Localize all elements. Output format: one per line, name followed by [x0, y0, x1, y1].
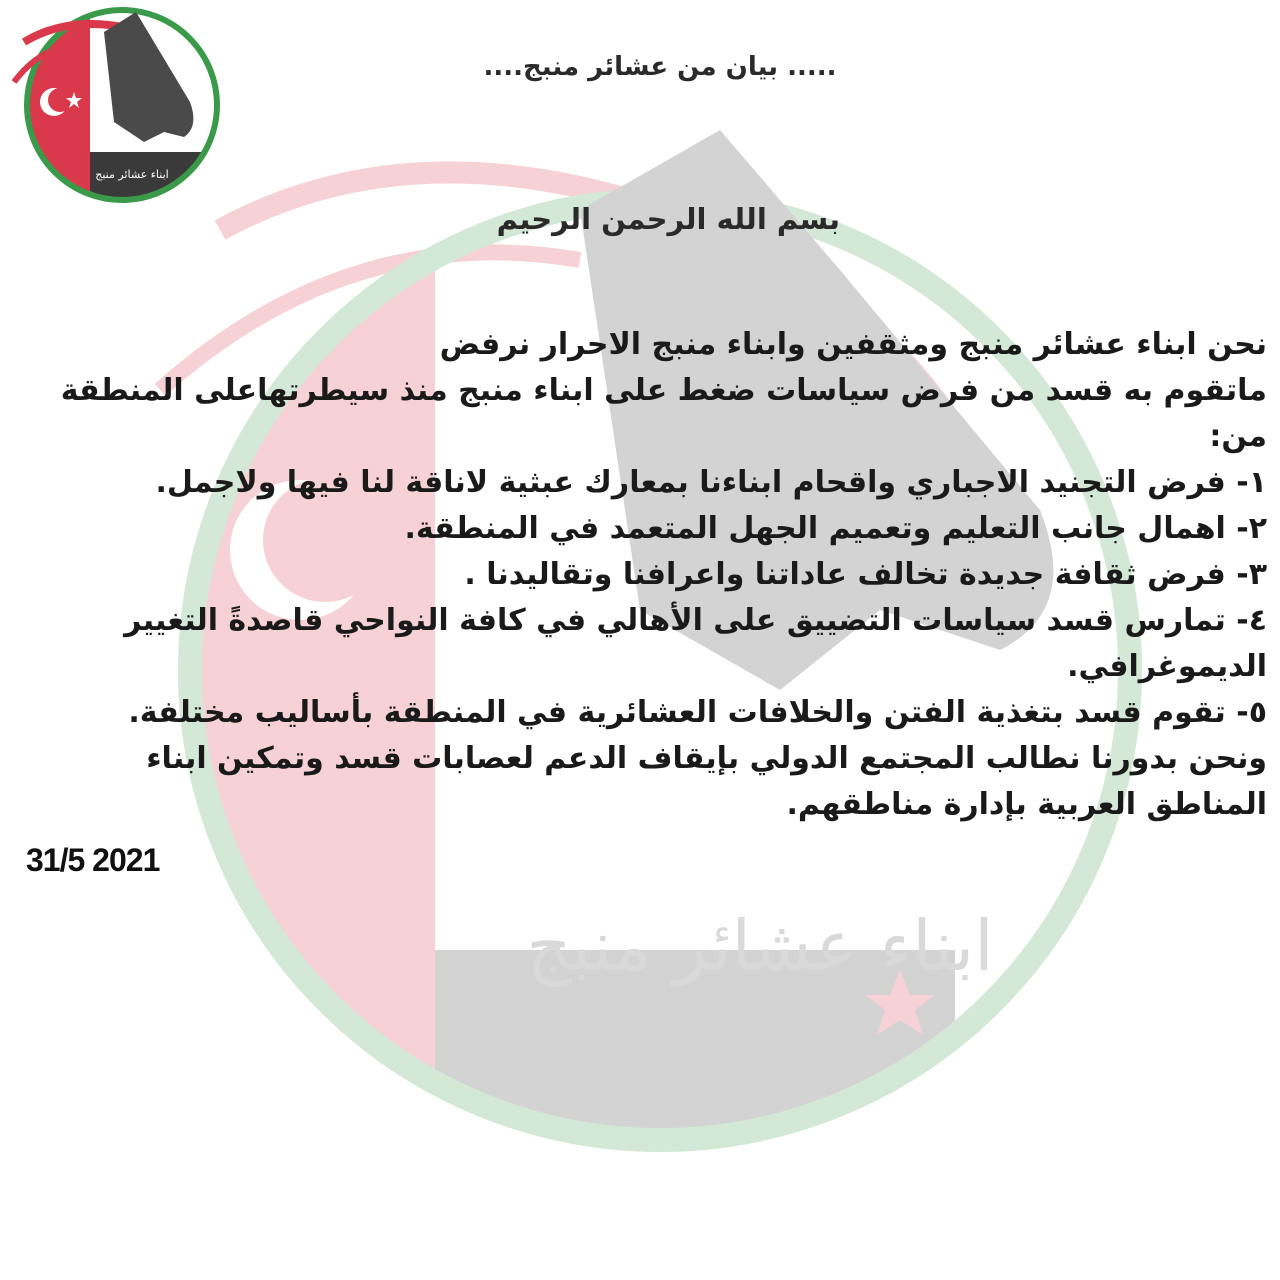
- body-line: ٥- تقوم قسد بتغذية الفتن والخلافات العشائرية في المنطقة بأساليب مختلفة.: [128, 695, 1267, 730]
- statement-body: [55, 322, 1267, 828]
- logo-text: ابناء عشائر منبج: [95, 168, 169, 181]
- body-line: ونحن بدورنا نطالب المجتمع الدولي بإيقاف الدعم لعصابات قسد وتمكين ابناء المناطق العربية بإدارة مناطقهم.: [146, 741, 1267, 822]
- body-line: ٤- تمارس قسد سياسات التضييق على الأهالي في كافة النواحي قاصدةً التغيير الديموغرافي.: [124, 603, 1267, 684]
- body-line: ١- فرض التجنيد الاجباري واقحام ابناءنا بمعارك عبثية لاناقة لنا فيها ولاجمل.: [155, 465, 1267, 500]
- watermark-text: ابناء عشائر منبج: [526, 905, 994, 987]
- statement-title: ..... بيان من عشائر منبج....: [483, 52, 837, 82]
- body-line: ٣- فرض ثقافة جديدة تخالف عاداتنا واعرافنا وتقاليدنا .: [464, 557, 1267, 592]
- body-line: ٢- اهمال جانب التعليم وتعميم الجهل المتعمد في المنطقة.: [404, 511, 1267, 546]
- statement-date: 31/5 2021: [26, 842, 160, 878]
- basmala-heading: بسم الله الرحمن الرحيم: [496, 202, 840, 236]
- horse-head-emblem-icon: [4, 2, 228, 208]
- body-line: نحن ابناء عشائر منبج ومثقفين وابناء منبج الاحرار نرفض: [439, 327, 1267, 362]
- body-line: ماتقوم به قسد من فرض سياسات ضغط على ابناء منبج منذ سيطرتهاعلى المنطقة من:: [60, 373, 1267, 454]
